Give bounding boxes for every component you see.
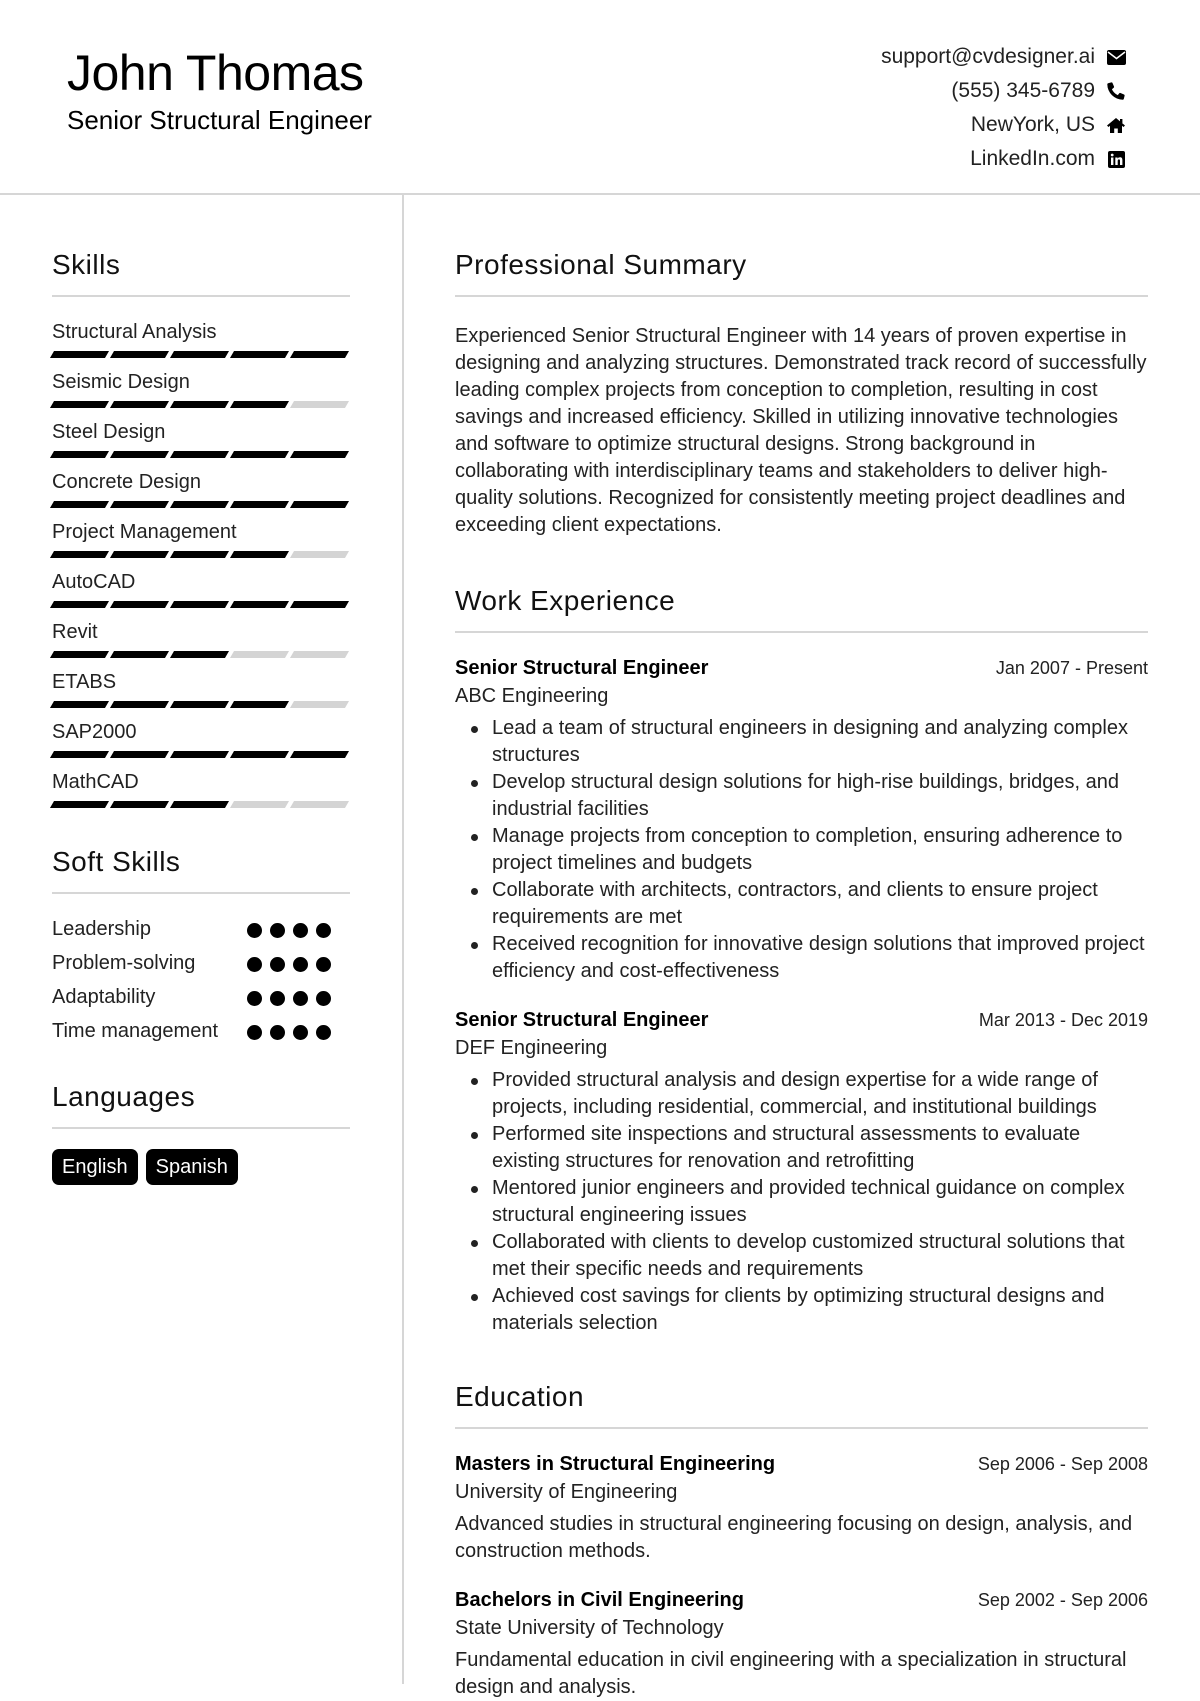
job-entry (455, 1007, 1148, 1337)
job-bullet: Collaborate with architects, contractors, and clients to ensure project requirements are met (455, 877, 1148, 931)
skill-name: AutoCAD (52, 571, 136, 593)
contact-list (667, 40, 1127, 176)
skill-item (52, 569, 350, 608)
skill-level-segment (110, 751, 169, 758)
soft-skill-rating (247, 1018, 331, 1040)
skill-item (52, 769, 350, 808)
skill-level-segment (170, 501, 229, 508)
soft-skill-rating (247, 984, 331, 1006)
skills-list (52, 319, 350, 808)
contact-linkedin-text: LinkedIn.com (970, 147, 1095, 170)
rating-dot (316, 991, 331, 1006)
skill-level-bar (52, 651, 350, 658)
language-tag: Spanish (146, 1149, 238, 1185)
skill-item (52, 669, 350, 708)
skill-item (52, 369, 350, 408)
skill-name: Revit (52, 621, 98, 643)
section-divider (455, 1427, 1148, 1429)
skill-level-bar (52, 401, 350, 408)
skill-level-segment (50, 401, 109, 408)
skill-name: MathCAD (52, 771, 139, 793)
job-dates: Jan 2007 - Present (995, 658, 1148, 678)
education-school: University of Engineering (455, 1481, 678, 1503)
rating-dot (316, 923, 331, 938)
skill-level-bar (52, 601, 350, 608)
education-list (455, 1451, 1148, 1701)
education-entry (455, 1587, 1148, 1701)
skill-name: Seismic Design (52, 371, 190, 393)
soft-skill-name: Problem-solving (52, 952, 196, 974)
skill-level-segment (290, 551, 349, 558)
skill-level-segment (50, 601, 109, 608)
job-bullet: Manage projects from conception to completion, ensuring adherence to project timelines and budgets (455, 823, 1148, 877)
section-divider (455, 295, 1148, 297)
soft-skill-item (52, 950, 350, 977)
job-bullet: Performed site inspections and structural assessments to evaluate existing structures for renovation and retrofitting (455, 1121, 1148, 1175)
skill-name: Structural Analysis (52, 321, 217, 343)
contact-linkedin[interactable] (667, 142, 1127, 176)
skill-item (52, 319, 350, 358)
skill-level-segment (170, 451, 229, 458)
skill-level-segment (170, 701, 229, 708)
soft-skill-name: Leadership (52, 918, 151, 940)
skill-level-segment (110, 501, 169, 508)
skill-level-segment (110, 351, 169, 358)
education-heading: Education (455, 1381, 585, 1412)
skill-level-segment (110, 551, 169, 558)
skill-level-segment (290, 351, 349, 358)
soft-skill-item (52, 984, 350, 1011)
rating-dot (316, 957, 331, 972)
skill-level-segment (110, 651, 169, 658)
contact-phone-text: (555) 345-6789 (951, 79, 1095, 102)
soft-skills-heading: Soft Skills (52, 846, 181, 877)
skill-level-bar (52, 451, 350, 458)
skill-level-segment (230, 551, 289, 558)
languages-section (52, 1079, 350, 1185)
soft-skill-item (52, 916, 350, 943)
skill-level-segment (230, 501, 289, 508)
skill-level-bar (52, 501, 350, 508)
skill-level-segment (290, 451, 349, 458)
education-description: Advanced studies in structural engineering focusing on design, analysis, and construction methods. (455, 1513, 1133, 1562)
job-bullet: Collaborated with clients to develop customized structural solutions that met their specific needs and requirements (455, 1229, 1148, 1283)
skill-level-segment (230, 801, 289, 808)
skill-level-segment (50, 451, 109, 458)
summary-text: Experienced Senior Structural Engineer with 14 years of proven expertise in designing and analyzing structures. Demonstrated track record of successfully leading complex projects from conception to completion, resulting in cost savings and increased efficiency. Skilled in utilizing innovative technologies and software to optimize structural designs. Strong background in collaborating with interdisciplinary teams and stakeholders to deliver high-quality solutions. Recognized for consistently meeting project deadlines and exceeding client expectations. (455, 325, 1147, 536)
job-header (455, 655, 1148, 681)
rating-dot (293, 957, 308, 972)
contact-email[interactable] (667, 40, 1127, 74)
job-entry (455, 655, 1148, 985)
skill-item (52, 519, 350, 558)
section-divider (52, 892, 350, 894)
section-divider (52, 295, 350, 297)
jobs-list (455, 655, 1148, 1337)
rating-dot (270, 1025, 285, 1040)
skill-name: SAP2000 (52, 721, 137, 743)
right-column (455, 195, 1148, 1701)
rating-dot (247, 957, 262, 972)
skills-section (52, 247, 350, 808)
skill-level-segment (170, 751, 229, 758)
education-entry (455, 1451, 1148, 1565)
contact-phone[interactable] (667, 74, 1127, 108)
soft-skills-section (52, 844, 350, 1045)
skill-level-segment (170, 601, 229, 608)
skill-level-segment (110, 701, 169, 708)
job-bullet: Mentored junior engineers and provided technical guidance on complex structural engineering issues (455, 1175, 1148, 1229)
skill-level-segment (290, 751, 349, 758)
soft-skill-name: Adaptability (52, 986, 156, 1008)
skill-level-bar (52, 701, 350, 708)
rating-dot (270, 991, 285, 1006)
soft-skill-name: Time management (52, 1020, 218, 1042)
skill-level-segment (170, 651, 229, 658)
education-header (455, 1451, 1148, 1477)
job-bullet: Provided structural analysis and design expertise for a wide range of projects, including residential, commercial, and institutional buildings (455, 1067, 1148, 1121)
home-icon (1105, 115, 1127, 135)
skill-level-segment (170, 401, 229, 408)
skill-level-segment (110, 401, 169, 408)
skill-level-bar (52, 751, 350, 758)
languages-list (52, 1149, 350, 1185)
job-company: ABC Engineering (455, 685, 609, 707)
skill-level-segment (50, 801, 109, 808)
skill-level-segment (230, 751, 289, 758)
skill-level-segment (230, 351, 289, 358)
skill-level-segment (290, 501, 349, 508)
skill-level-segment (230, 651, 289, 658)
education-dates: Sep 2006 - Sep 2008 (977, 1454, 1148, 1474)
contact-email-text: support@cvdesigner.ai (881, 45, 1095, 68)
section-divider (455, 631, 1148, 633)
skill-name: Concrete Design (52, 471, 201, 493)
rating-dot (247, 991, 262, 1006)
section-divider (52, 1127, 350, 1129)
skill-level-segment (110, 601, 169, 608)
skill-level-segment (230, 451, 289, 458)
skill-level-segment (290, 651, 349, 658)
skill-level-segment (170, 351, 229, 358)
skill-item (52, 719, 350, 758)
column-divider (402, 195, 404, 1684)
skill-item (52, 419, 350, 458)
job-bullet: Received recognition for innovative design solutions that improved project efficiency and cost-effectiveness (455, 931, 1148, 985)
skill-level-segment (50, 351, 109, 358)
skill-level-segment (230, 401, 289, 408)
rating-dot (293, 923, 308, 938)
skill-level-segment (50, 751, 109, 758)
soft-skill-rating (247, 916, 331, 938)
work-heading: Work Experience (455, 585, 676, 616)
job-bullet: Develop structural design solutions for high-rise buildings, bridges, and industrial facilities (455, 769, 1148, 823)
skill-level-segment (230, 601, 289, 608)
skill-level-segment (290, 401, 349, 408)
education-section (455, 1379, 1148, 1701)
skill-level-segment (170, 551, 229, 558)
education-dates: Sep 2002 - Sep 2006 (977, 1590, 1148, 1610)
rating-dot (316, 1025, 331, 1040)
skill-level-segment (230, 701, 289, 708)
job-company: DEF Engineering (455, 1037, 608, 1059)
candidate-name: John Thomas (67, 45, 364, 101)
skill-level-segment (290, 701, 349, 708)
job-bullets (455, 715, 1148, 985)
skill-level-segment (50, 651, 109, 658)
skill-level-segment (290, 601, 349, 608)
skill-level-bar (52, 351, 350, 358)
skill-level-segment (170, 801, 229, 808)
resume-header (0, 0, 1200, 195)
rating-dot (247, 923, 262, 938)
rating-dot (270, 923, 285, 938)
skill-level-bar (52, 551, 350, 558)
skill-item (52, 469, 350, 508)
skill-level-segment (110, 451, 169, 458)
skill-level-segment (50, 551, 109, 558)
soft-skills-list (52, 916, 350, 1045)
work-section (455, 583, 1148, 1337)
job-bullets (455, 1067, 1148, 1337)
rating-dot (293, 1025, 308, 1040)
skill-name: Steel Design (52, 421, 166, 443)
skill-name: Project Management (52, 521, 237, 543)
summary-section (455, 247, 1148, 539)
job-title: Senior Structural Engineer (455, 1009, 709, 1031)
skills-heading: Skills (52, 249, 121, 280)
skill-item (52, 619, 350, 658)
rating-dot (270, 957, 285, 972)
education-description: Fundamental education in civil engineering with a specialization in structural design and analysis. (455, 1649, 1127, 1698)
soft-skill-rating (247, 950, 331, 972)
education-school: State University of Technology (455, 1617, 724, 1639)
education-header (455, 1587, 1148, 1613)
left-column (52, 195, 350, 1185)
skill-level-segment (50, 501, 109, 508)
skill-name: ETABS (52, 671, 117, 693)
language-tag: English (52, 1149, 138, 1185)
skill-level-segment (110, 801, 169, 808)
job-dates: Mar 2013 - Dec 2019 (978, 1010, 1148, 1030)
summary-heading: Professional Summary (455, 249, 747, 280)
languages-heading: Languages (52, 1081, 196, 1112)
rating-dot (293, 991, 308, 1006)
soft-skill-item (52, 1018, 350, 1045)
candidate-title: Senior Structural Engineer (67, 105, 372, 135)
rating-dot (247, 1025, 262, 1040)
skill-level-segment (50, 701, 109, 708)
job-bullet: Lead a team of structural engineers in designing and analyzing complex structures (455, 715, 1148, 769)
contact-location-text: NewYork, US (970, 113, 1095, 136)
skill-level-segment (290, 801, 349, 808)
education-degree: Masters in Structural Engineering (455, 1453, 776, 1475)
job-header (455, 1007, 1148, 1033)
skill-level-bar (52, 801, 350, 808)
education-degree: Bachelors in Civil Engineering (455, 1589, 744, 1611)
job-bullet: Achieved cost savings for clients by optimizing structural designs and materials selection (455, 1283, 1148, 1337)
contact-location (667, 108, 1127, 142)
job-title: Senior Structural Engineer (455, 657, 709, 679)
linkedin-icon (1105, 149, 1127, 169)
phone-icon (1105, 81, 1127, 101)
envelope-icon (1105, 47, 1127, 67)
